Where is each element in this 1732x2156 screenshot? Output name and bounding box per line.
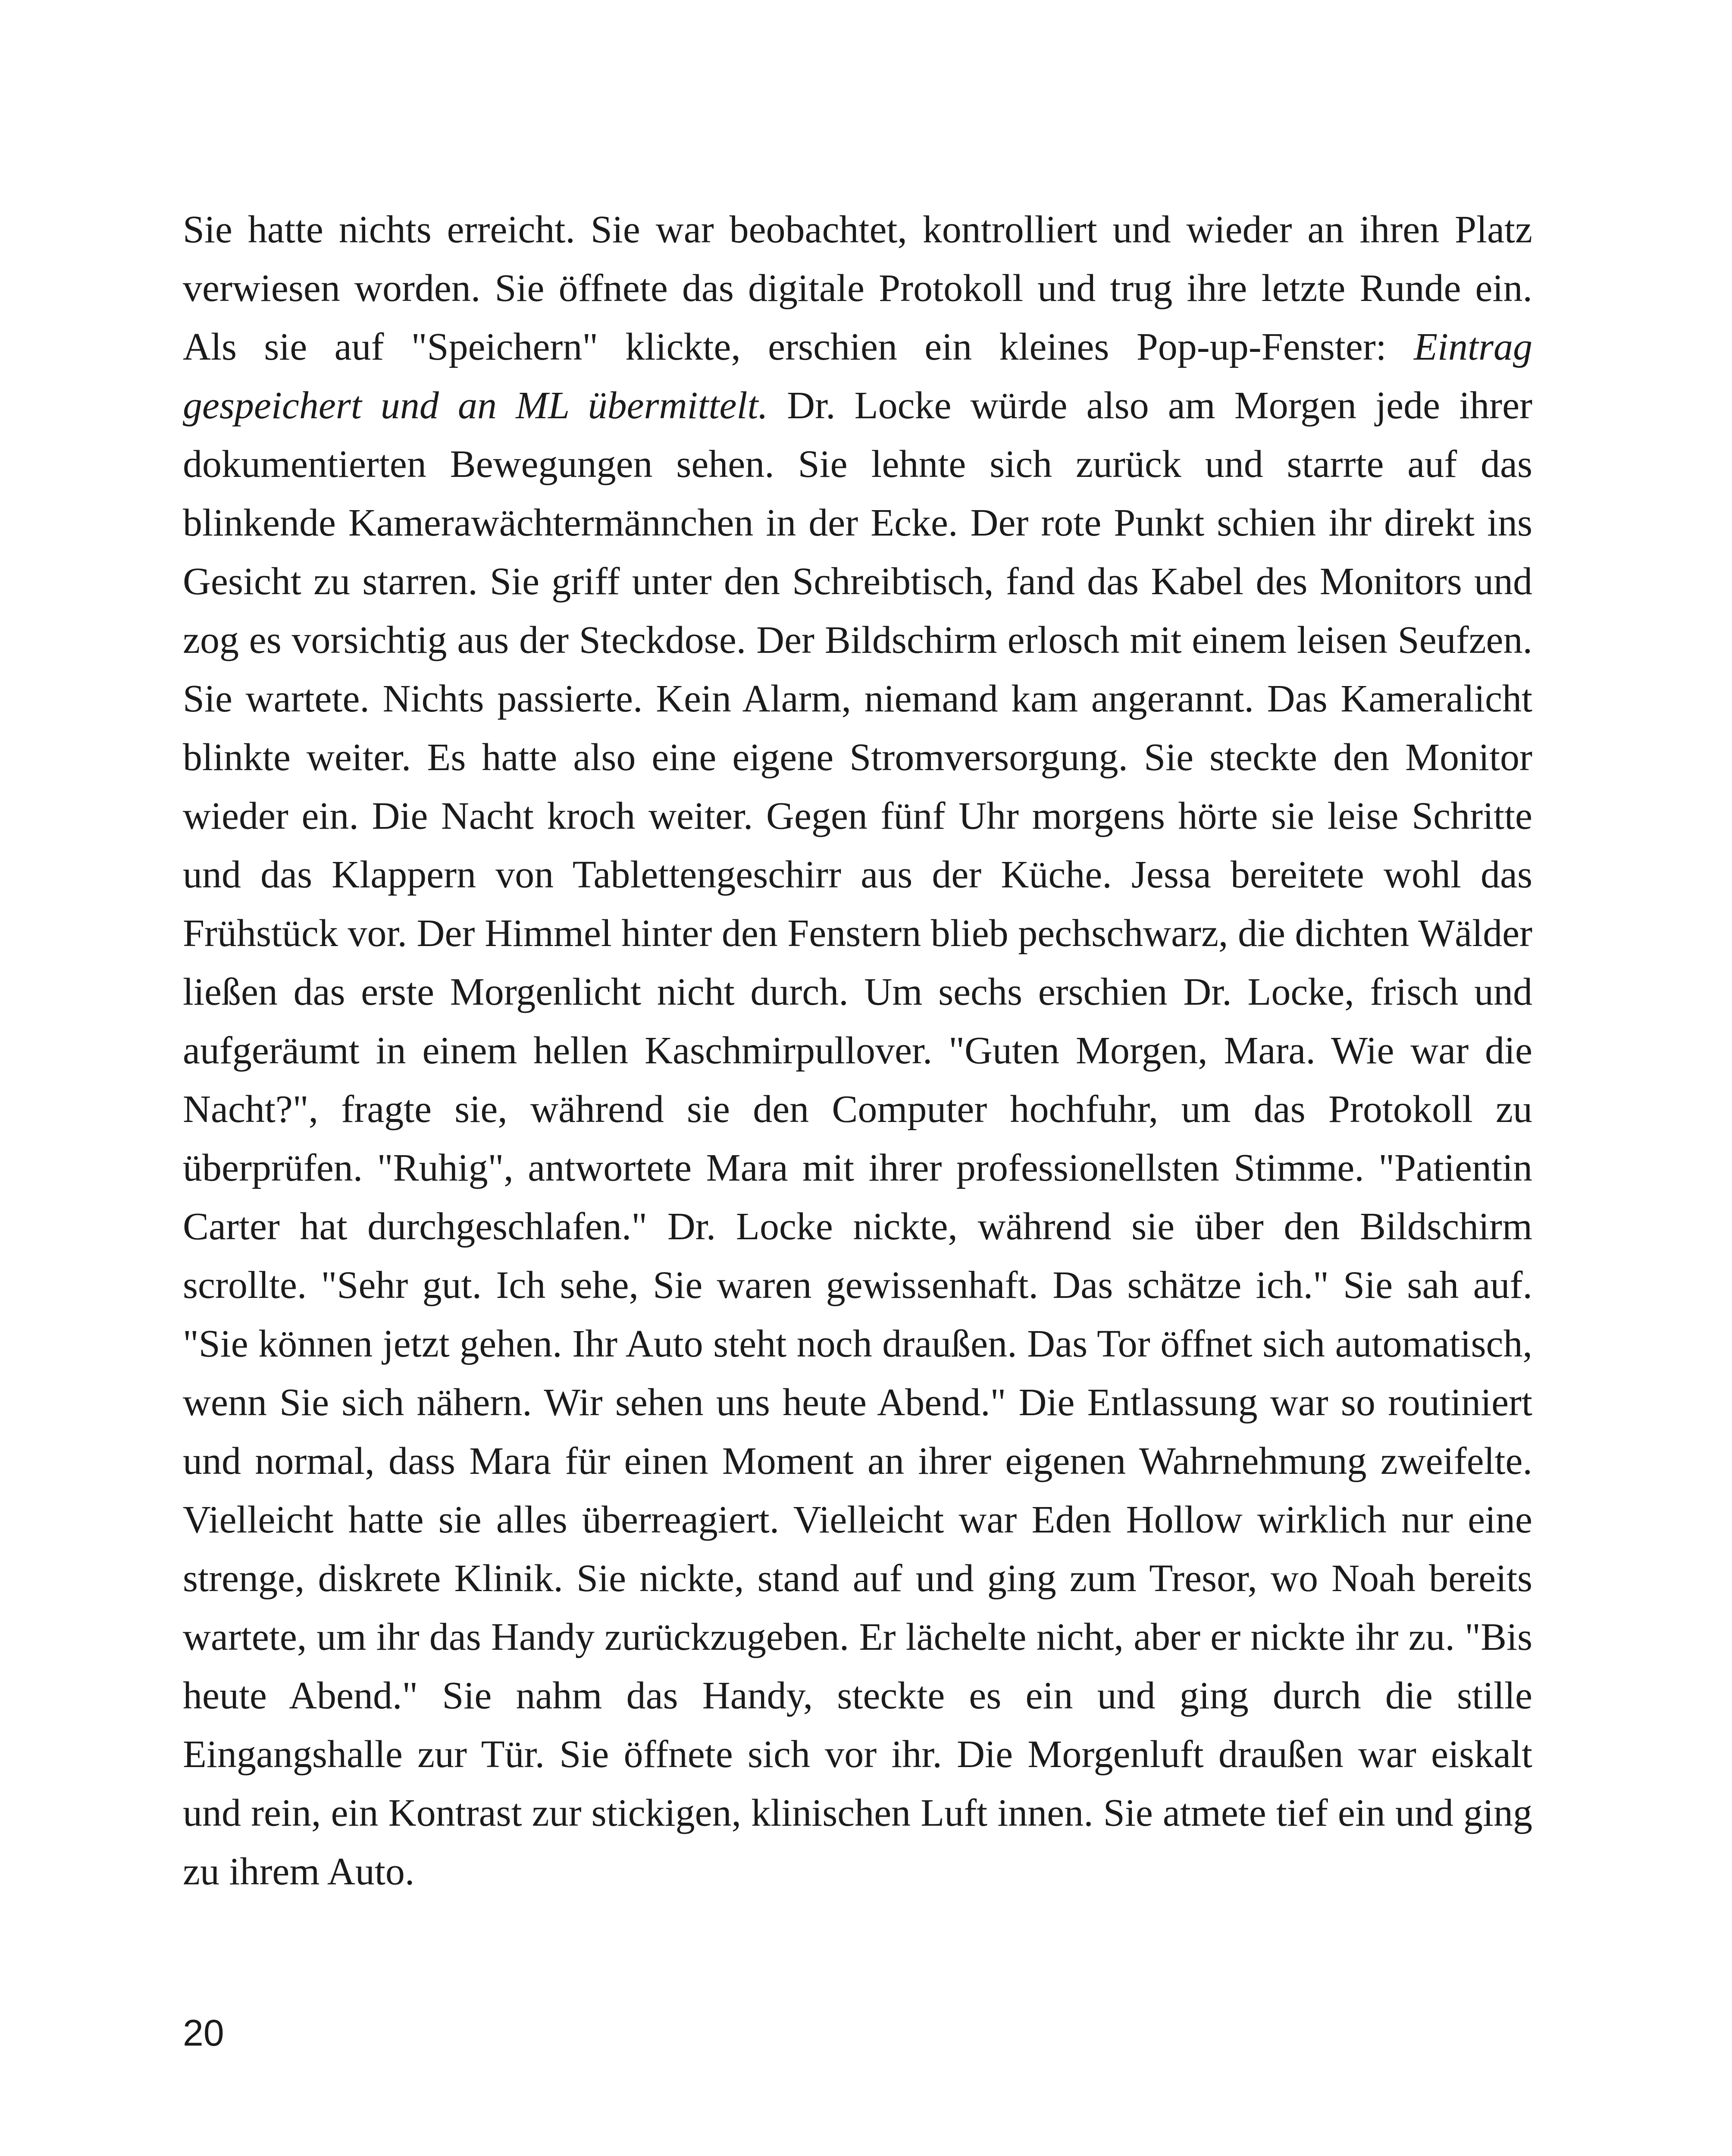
page-number: 20 xyxy=(183,2012,224,2054)
paragraph-text-end: Dr. Locke würde also am Morgen jede ihrer dokumentierten Bewegungen sehen. Sie lehnte sich zurück und starrte auf das blinkende Kamerawächtermännchen in der Ecke. Der rote Punkt schien ihr direkt ins Gesicht zu starren. Sie griff unter den Schreibtisch, fand das Kabel des Monitors und zog es vorsichtig aus der Steckdose. Der Bildschirm erlosch mit einem leisen Seufzen. Sie wartete. Nichts passierte. Kein Alarm, niemand kam angerannt. Das Kameralicht blinkte weiter. Es hatte also eine eigene Stromversorgung. Sie steckte den Monitor wieder ein. Die Nacht kroch weiter. Gegen fünf Uhr morgens hörte sie leise Schritte und das Klappern von Tablettengeschirr aus der Küche. Jessa bereitete wohl das Frühstück vor. Der Himmel hinter den Fenstern blieb pechschwarz, die dichten Wälder ließen das erste Morgenlicht nicht durch. Um sechs erschien Dr. Locke, frisch und aufgeräumt in einem hellen Kaschmirpullover. "Guten Morgen, Mara. Wie war die Nacht?", fragte sie, während sie den Computer hochfuhr, um das Protokoll zu überprüfen. "Ruhig", antwortete Mara mit ihrer professionellsten Stimme. "Patientin Carter hat durchgeschlafen." Dr. Locke nickte, während sie über den Bildschirm scrollte. "Sehr gut. Ich sehe, Sie waren gewissenhaft. Das schätze ich." Sie sah auf. "Sie können jetzt gehen. Ihr Auto steht noch draußen. Das Tor öffnet sich automatisch, wenn Sie sich nähern. Wir sehen uns heute Abend." Die Entlassung war so routiniert und normal, dass Mara für einen Moment an ihrer eigenen Wahrnehmung zweifelte. Vielleicht hatte sie alles überreagiert. Vielleicht war Eden Hollow wirklich nur eine strenge, diskrete Klinik. Sie nickte, stand auf und ging zum Tresor, wo Noah bereits wartete, um ihr das Handy zurückzugeben. Er lächelte nicht, aber er nickte ihr zu. "Bis heute Abend." Sie nahm das Handy, steckte es ein und ging durch die stille Eingangshalle zur Tür. Sie öffnete sich vor ihr. Die Morgenluft draußen war eiskalt und rein, ein Kontrast zur stickigen, klinischen Luft innen. Sie atmete tief ein und ging zu ihrem Auto. xyxy=(183,384,1532,1893)
body-paragraph xyxy=(183,201,1532,1901)
italic-popup-message: Eintrag gespeichert und an ML übermittelt. xyxy=(183,326,1532,427)
paragraph-text-start: Sie hatte nichts erreicht. Sie war beobachtet, kontrolliert und wieder an ihren Platz verwiesen worden. Sie öffnete das digitale Protokoll und trug ihre letzte Runde ein. Als sie auf "Speichern" klickte, erschien ein kleines Pop-up-Fenster: xyxy=(183,208,1532,368)
